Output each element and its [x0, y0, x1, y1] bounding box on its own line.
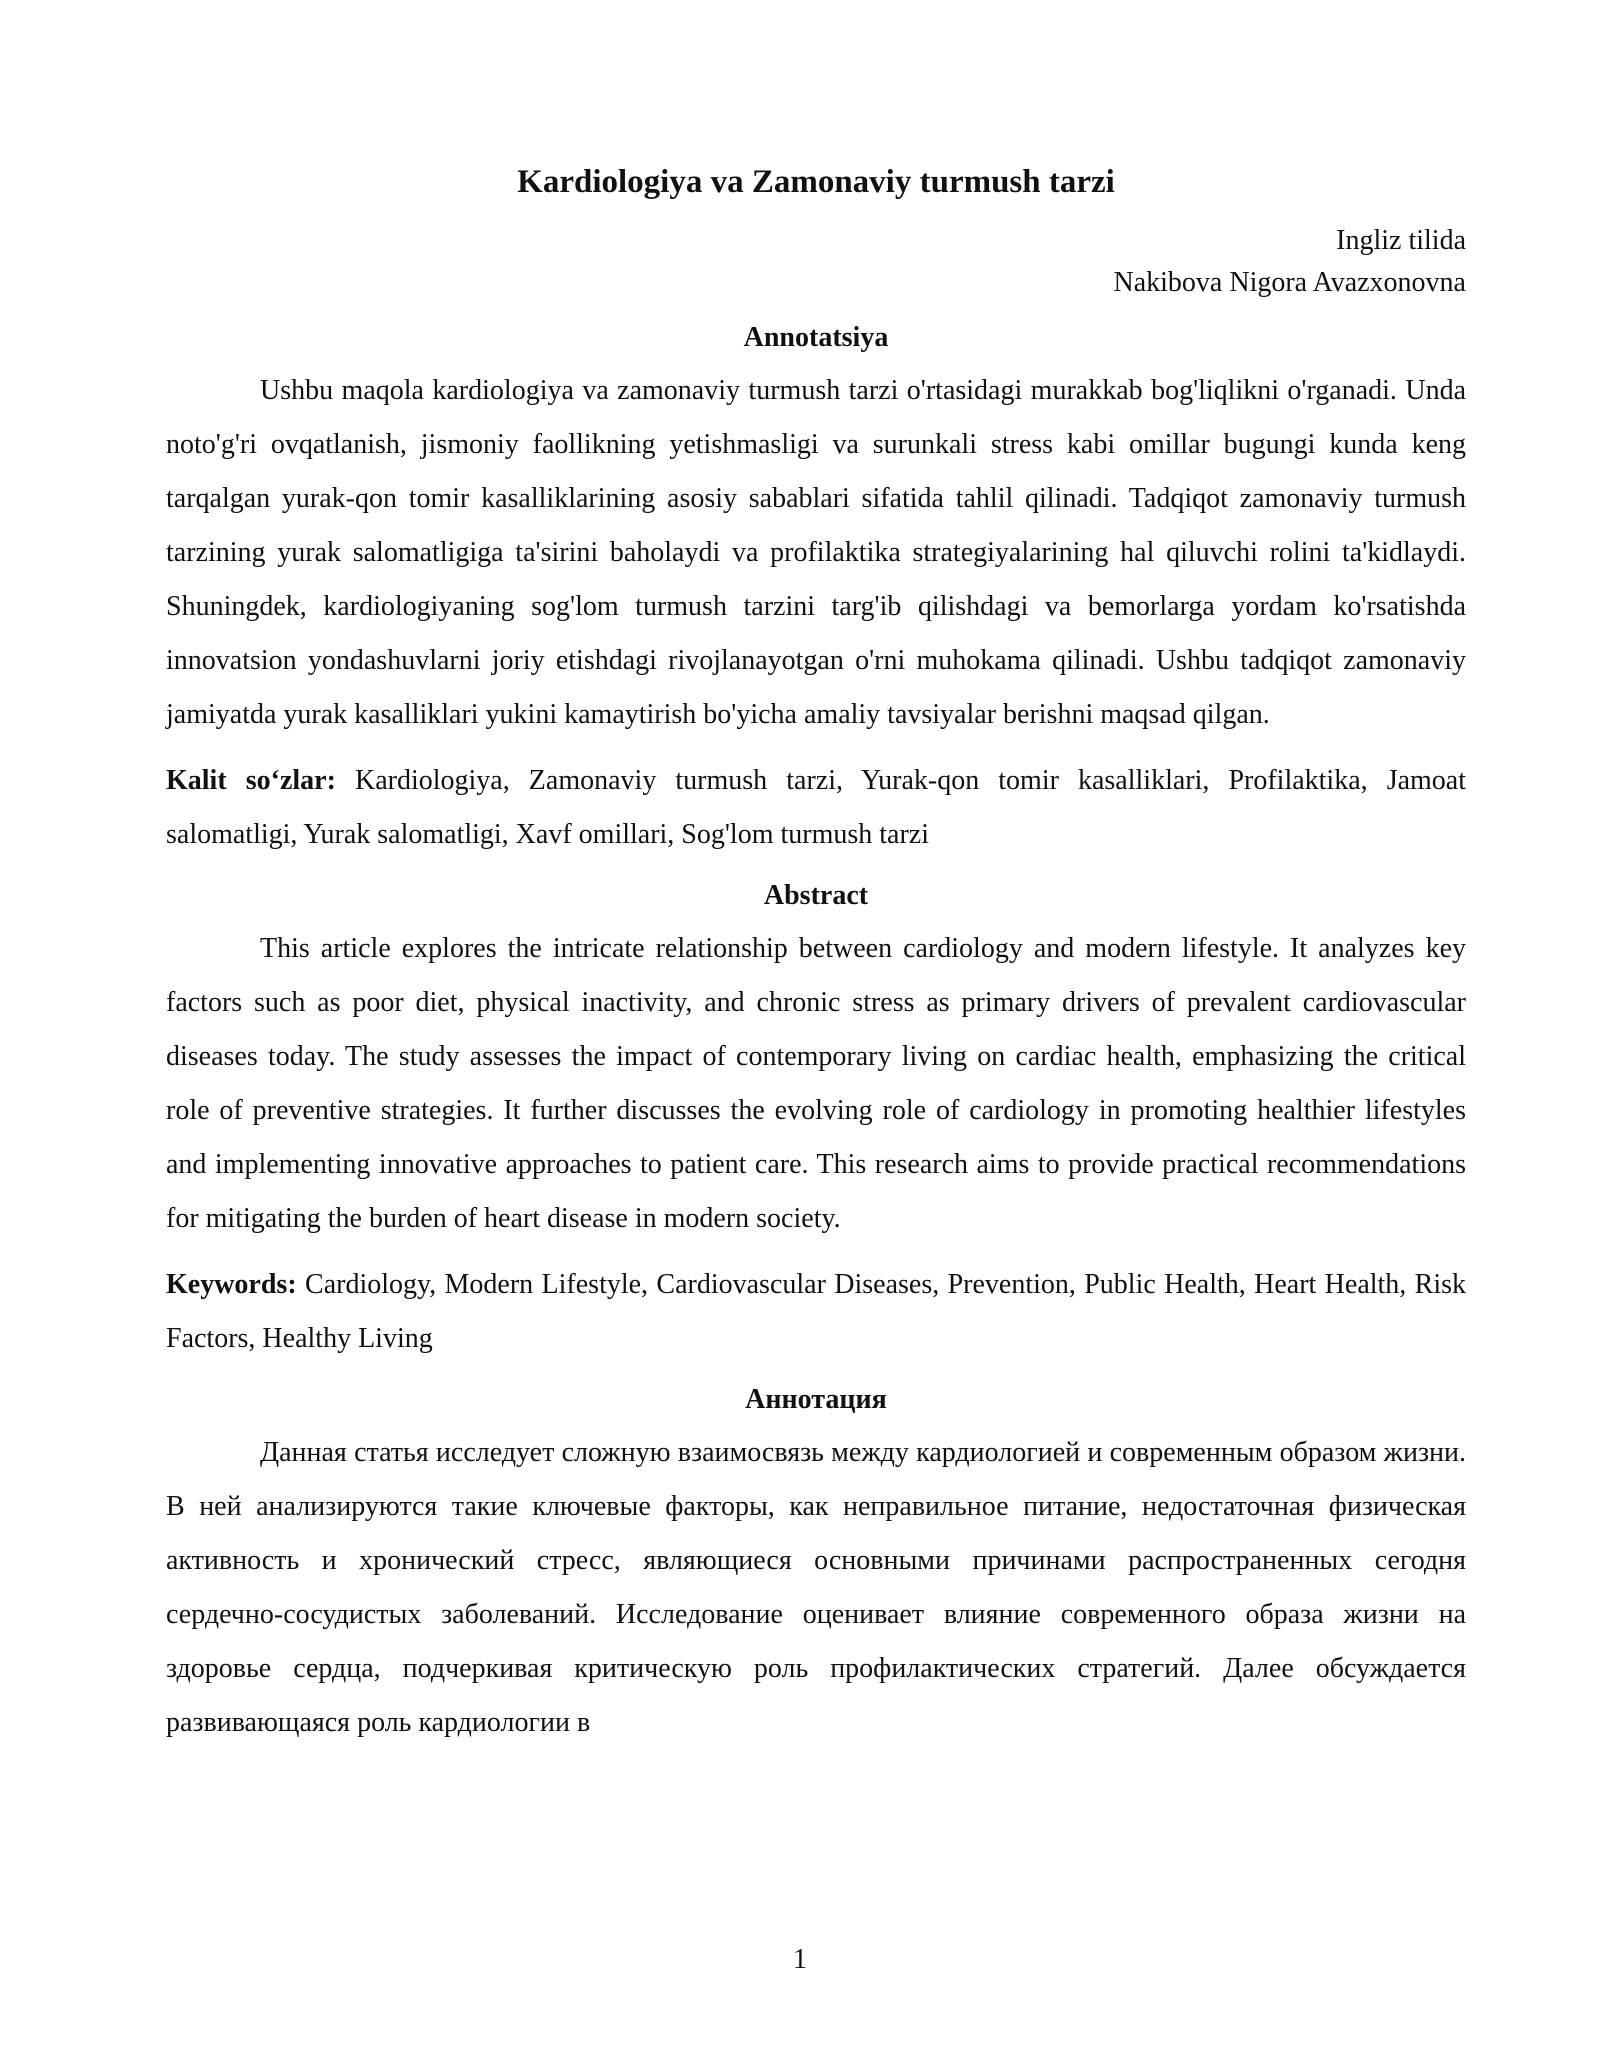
language-note: Ingliz tilida	[1336, 225, 1466, 256]
uz-keywords	[166, 754, 1466, 862]
ru-annotation-text: Данная статья исследует сложную взаимосвязь между кардиологией и современным образом жизни. В ней анализируются такие ключевые факторы, как неправильное питание, недостаточная физическая активность и хронический стресс, являющиеся основными причинами распространенных сегодня сердечно-сосудистых заболеваний. Исследование оценивает влияние современного образа жизни на здоровье сердца, подчеркивая критическую роль профилактических стратегий. Далее обсуждается развивающаяся роль кардиологии в	[166, 1437, 1466, 1738]
uz-keywords-list: Kardiologiya, Zamonaviy turmush tarzi, Yurak-qon tomir kasalliklari, Profilaktika, Jamoat salomatligi, Yurak salomatligi, Xavf omillari, Sog'lom turmush tarzi	[166, 765, 1467, 850]
en-keywords-label: Keywords:	[166, 1269, 297, 1300]
author-name: Nakibova Nigora Avazxonovna	[1113, 267, 1466, 298]
uz-annotation-text: Ushbu maqola kardiologiya va zamonaviy turmush tarzi o'rtasidagi murakkab bog'liqlikni o'rganadi. Unda noto'g'ri ovqatlanish, jismoniy faollikning yetishmasligi va surunkali stress kabi omillar bugungi kunda keng tarqalgan yurak-qon tomir kasalliklarining asosiy sabablari sifatida tahlil qilinadi. Tadqiqot zamonaviy turmush tarzining yurak salomatligiga ta'sirini baholaydi va profilaktika strategiyalarining hal qiluvchi rolini ta'kidlaydi. Shuningdek, kardiologiyaning sog'lom turmush tarzini targ'ib qilishdagi va bemorlarga yordam ko'rsatishda innovatsion yondashuvlarni joriy etishdagi rivojlanayotgan o'rni muhokama qilinadi. Ushbu tadqiqot zamonaviy jamiyatda yurak kasalliklari yukini kamaytirish bo'yicha amaliy tavsiyalar berishni maqsad qilgan.	[166, 375, 1466, 730]
uz-annotation-section	[166, 318, 1466, 862]
ru-annotation-section	[166, 1380, 1466, 1750]
en-keywords	[166, 1258, 1466, 1366]
uz-annotation-heading: Annotatsiya	[743, 322, 889, 353]
en-abstract-text: This article explores the intricate relationship between cardiology and modern lifestyle. It analyzes key factors such as poor diet, physical inactivity, and chronic stress as primary drivers of prevalent cardiovascular diseases today. The study assesses the impact of contemporary living on cardiac health, emphasizing the critical role of preventive strategies. It further discusses the evolving role of cardiology in promoting healthier lifestyles and implementing innovative approaches to patient care. This research aims to provide practical recommendations for mitigating the burden of heart disease in modern society.	[166, 933, 1466, 1234]
uz-keywords-label: Kalit so‘zlar:	[166, 765, 336, 796]
paper-title: Kardiologiya va Zamonaviy turmush tarzi	[517, 164, 1115, 200]
page-content	[166, 160, 1466, 1750]
en-abstract-section	[166, 876, 1466, 1366]
en-abstract-heading: Abstract	[763, 880, 869, 911]
ru-annotation-heading: Аннотация	[745, 1384, 887, 1415]
en-keywords-list: Cardiology, Modern Lifestyle, Cardiovascular Diseases, Prevention, Public Health, Heart Health, Risk Factors, Healthy Living	[166, 1269, 1467, 1354]
page-number: 1	[793, 1944, 807, 1975]
paper-meta	[166, 220, 1466, 304]
ru-annotation-clip	[166, 1426, 1466, 1750]
